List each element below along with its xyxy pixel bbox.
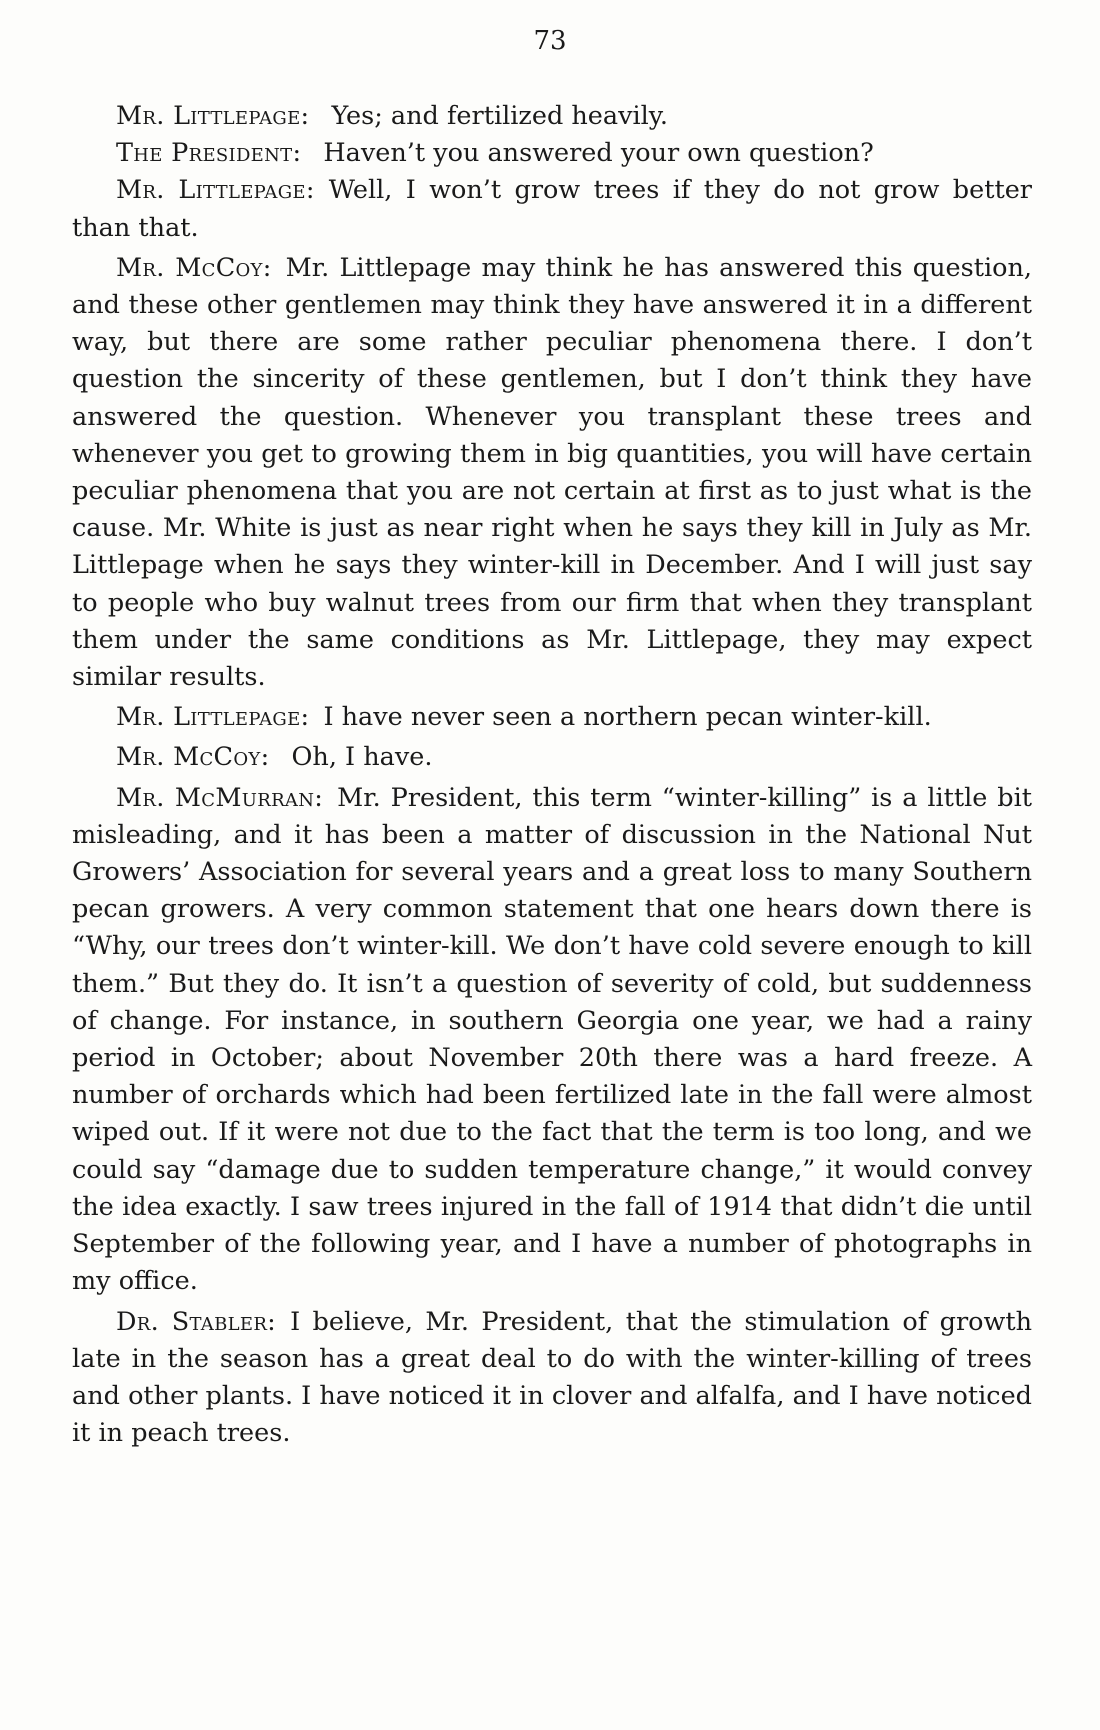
- speaker-name: The President:: [116, 138, 302, 169]
- page-number: 73: [533, 26, 567, 56]
- paragraph: [72, 135, 1032, 172]
- paragraph-text: Yes; and fertilized heavily.: [331, 101, 668, 131]
- paragraph: [72, 699, 1032, 736]
- paragraph: [72, 1304, 1032, 1453]
- paragraph: [72, 98, 1032, 135]
- paragraph-text: I believe, Mr. President, that the stimulation of growth late in the season has a great deal to do with the winter-killing of trees and other plants. I have noticed it in clover and alfalfa, and I have noticed it in peach trees.: [72, 1306, 1032, 1449]
- paragraph-text: Oh, I have.: [291, 742, 433, 773]
- speaker-name: Dr. Stabler:: [116, 1306, 277, 1337]
- speaker-name: Mr. McCoy:: [116, 742, 270, 773]
- speaker-name: Mr. Littlepage:: [116, 702, 310, 733]
- paragraph: [72, 172, 1032, 246]
- speaker-name: Mr. McCoy:: [116, 252, 272, 283]
- speaker-name: Mr. McMurran:: [116, 782, 324, 813]
- transcript-text: [72, 98, 1032, 1455]
- paragraph-text: I have never seen a northern pecan winter-kill.: [323, 702, 932, 733]
- paragraph: [72, 250, 1032, 696]
- paragraph-text: Mr. Littlepage may think he has answered this question, and these other gentlemen may think they have answered it in a different way, but there are some rather peculiar phenomena there. I don’t question the sincerity of these gentlemen, but I don’t think they have answered the question. Whenever you transplant these trees and whenever you get to growing them in big quantities, you will have certain peculiar phenomena that you are not certain at first as to just what is the cause. Mr. White is just as near right when he says they kill in July as Mr. Littlepage when he says they winter-kill in December. And I will just say to people who buy walnut trees from our firm that when they transplant them under the same conditions as Mr. Littlepage, they may expect similar results.: [72, 252, 1033, 693]
- paragraph-text: Well, I won’t grow trees if they do not grow better than that.: [72, 175, 1032, 243]
- speaker-name: Mr. Littlepage:: [116, 175, 315, 206]
- paragraph: [72, 780, 1032, 1301]
- paragraph-text: Haven’t you answered your own question?: [323, 138, 874, 169]
- paragraph: [72, 739, 1032, 776]
- paragraph-text: Mr. President, this term “winter-killing” is a little bit misleading, and it has been a matter of discussion in the National Nut Growers’ Association for several years and a great loss to many Southern pecan growers. A very common statement that one hears down there is “Why, our trees don’t winter-kill. We don’t have cold severe enough to kill them.” But they do. It isn’t a question of severity of cold, but suddenness of change. For instance, in southern Georgia one year, we had a rainy period in October; about November 20th there was a hard freeze. A number of orchards which had been fertilized late in the fall were almost wiped out. If it were not due to the fact that the term is too long, and we could say “damage due to sudden temperature change,” it would convey the idea exactly. I saw trees injured in the fall of 1914 that didn’t die until September of the following year, and I have a number of photographs in my office.: [72, 782, 1033, 1297]
- speaker-name: Mr. Littlepage:: [116, 101, 310, 131]
